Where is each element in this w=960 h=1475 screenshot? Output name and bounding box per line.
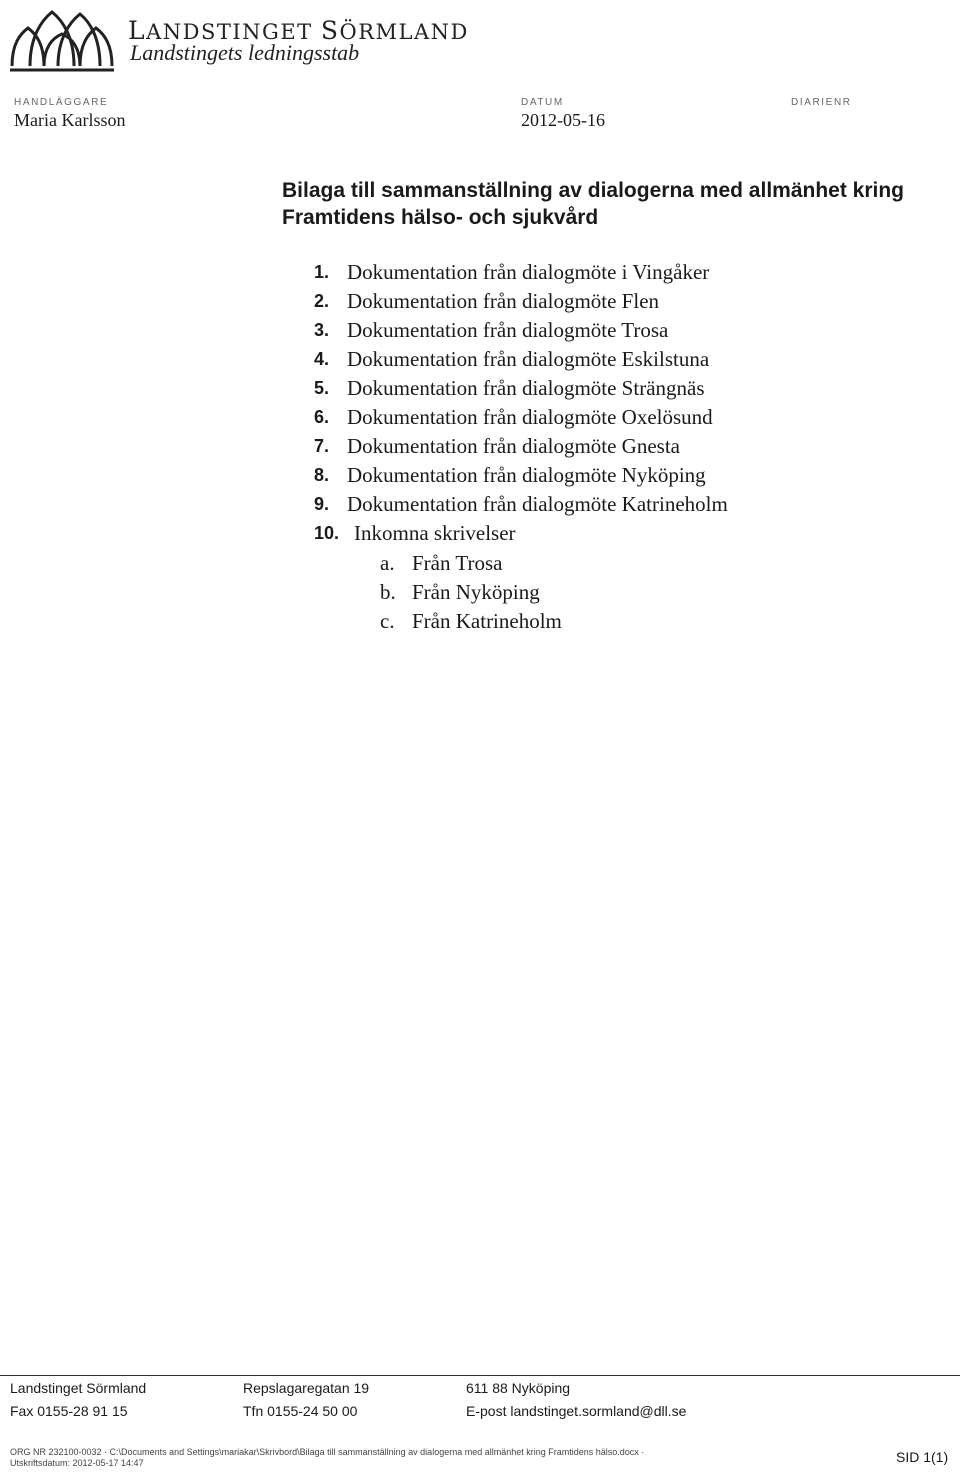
footer-street: Repslagaregatan 19 bbox=[243, 1380, 370, 1396]
document-title bbox=[282, 177, 904, 231]
footer-postal: 611 88 Nyköping bbox=[466, 1380, 571, 1396]
handler-label: HANDLÄGGARE bbox=[14, 97, 109, 108]
org-number-path: ORG NR 232100-0032 · C:\Documents and Settings\mariakar\Skrivbord\Bilaga till sammanställning av dialogerna med allmänhet kring Framtidens hälso.docx · bbox=[10, 1447, 645, 1457]
title-line-2: Framtidens hälso- och sjukvård bbox=[282, 206, 599, 229]
lotus-logo bbox=[8, 4, 116, 76]
print-date: Utskriftsdatum: 2012-05-17 14:47 bbox=[10, 1458, 144, 1468]
date-value: 2012-05-16 bbox=[521, 110, 605, 130]
unit-name: Landstingets ledningsstab bbox=[130, 40, 360, 65]
title-line-1: Bilaga till sammanställning av dialogerna med allmänhet kring bbox=[282, 179, 905, 202]
footer-phone: Tfn 0155-24 50 00 bbox=[243, 1403, 358, 1419]
footer-email: E-post landstinget.sormland@dll.se bbox=[466, 1403, 687, 1419]
sub-list-item: c. Från Katrineholm bbox=[380, 609, 562, 633]
footer-divider bbox=[0, 1375, 960, 1376]
date-label: DATUM bbox=[521, 97, 564, 108]
organization-name: LANDSTINGET SÖRMLAND bbox=[128, 16, 469, 45]
handler-value: Maria Karlsson bbox=[14, 110, 126, 130]
diary-number-label: DIARIENR bbox=[791, 97, 852, 108]
sub-list-item: a. Från Trosa bbox=[380, 551, 503, 575]
page-number: SID 1(1) bbox=[896, 1449, 949, 1465]
footer-organization: Landstinget Sörmland bbox=[10, 1380, 147, 1396]
footer-fax: Fax 0155-28 91 15 bbox=[10, 1403, 128, 1419]
sub-list-item: b. Från Nyköping bbox=[380, 580, 540, 604]
